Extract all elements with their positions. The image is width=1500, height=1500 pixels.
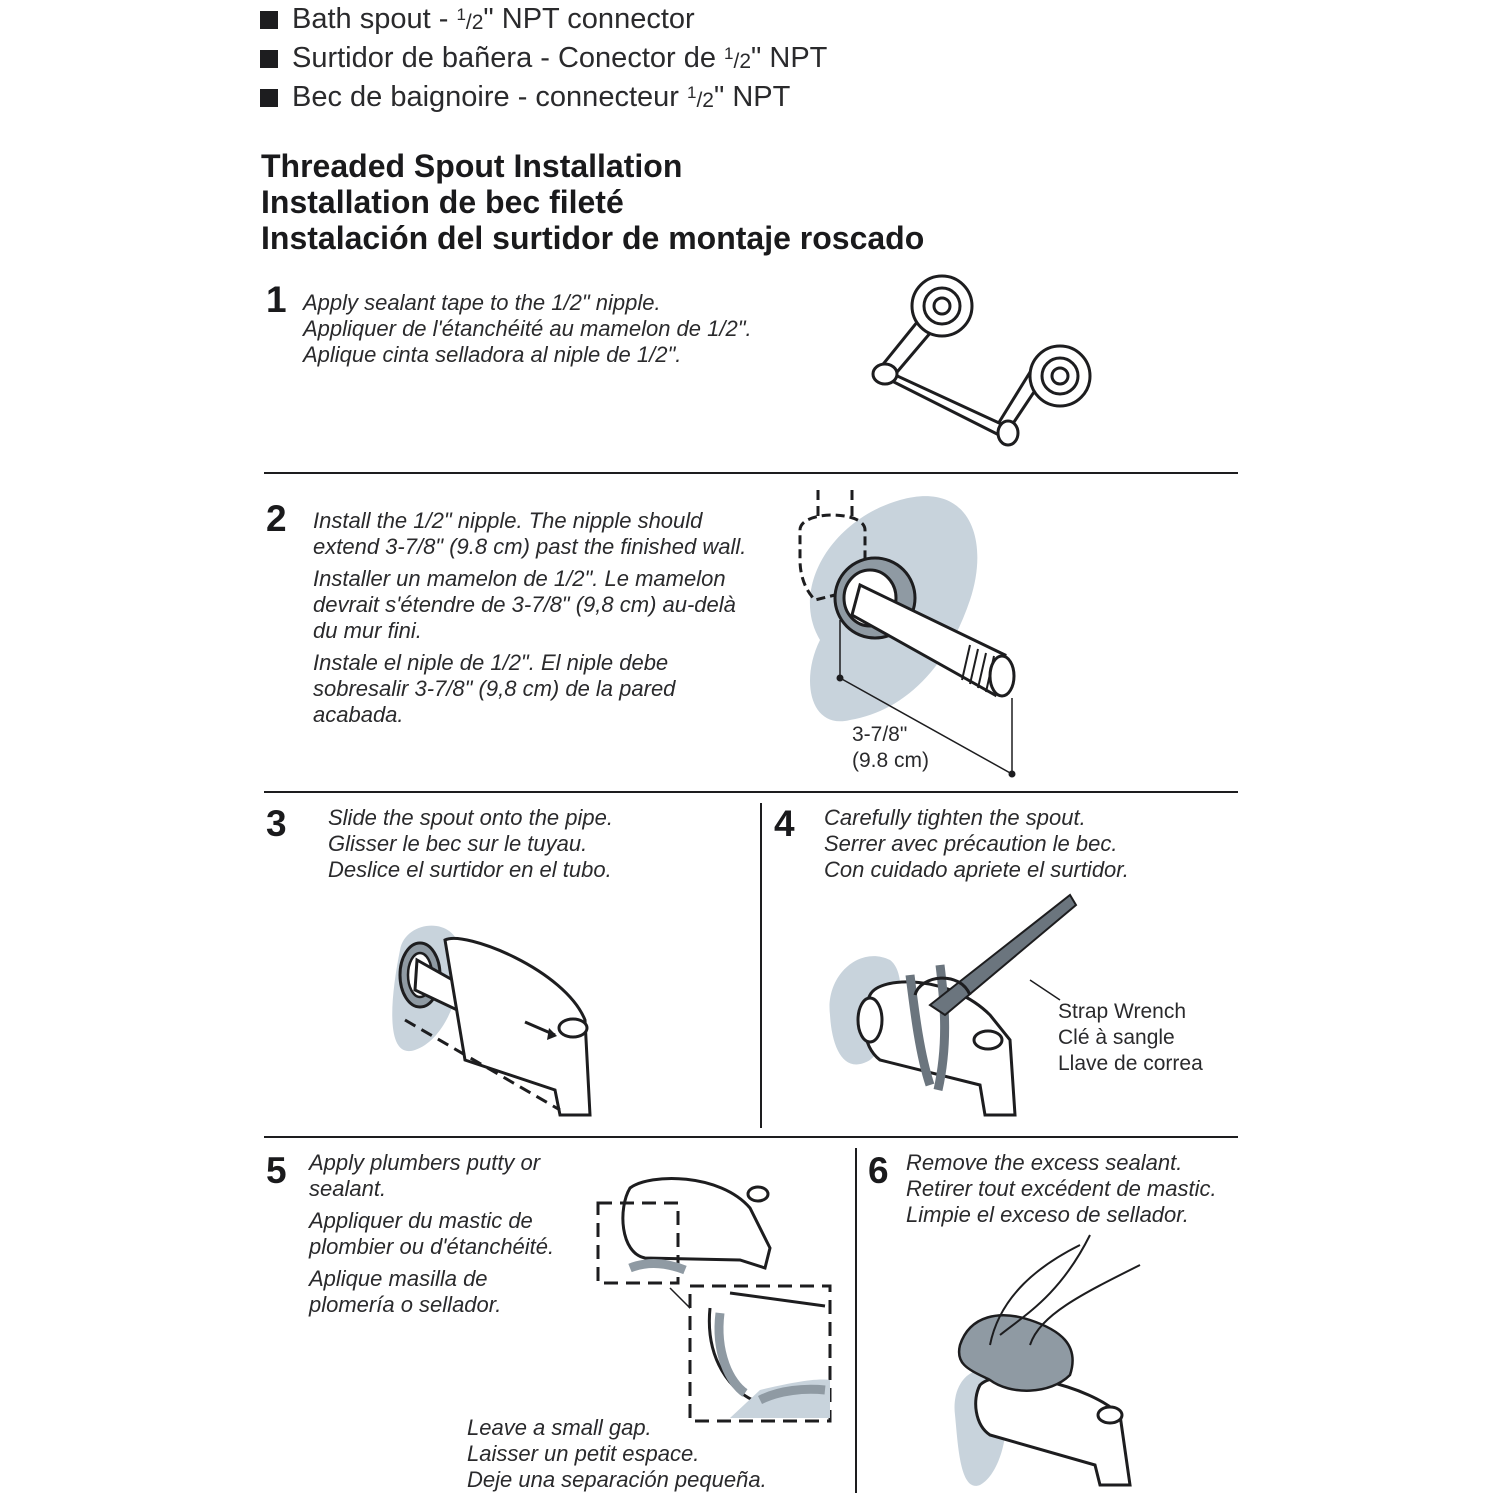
step-5-es [309, 1266, 554, 1318]
step-1-en: Apply sealant tape to the 1/2" nipple. [303, 290, 661, 315]
text-line: du mur fini. [313, 618, 422, 643]
step-3-es: Deslice el surtidor en el tubo. [328, 857, 612, 882]
step-5-text [309, 1150, 554, 1324]
step-1-sealant-tape-illustration [860, 278, 1100, 458]
bullet-square-icon [260, 50, 278, 68]
step-1-es: Aplique cinta selladora al niple de 1/2". [303, 342, 682, 367]
step-2-es [313, 650, 746, 728]
step-2-en [313, 508, 746, 560]
step-3-text [328, 805, 613, 883]
step-6-fr: Retirer tout excédent de mastic. [906, 1176, 1217, 1201]
title-en: Threaded Spout Installation [261, 148, 683, 184]
bullet-text: Surtidor de bañera - Conector de [292, 42, 716, 74]
text-line: Instale el niple de 1/2". El niple debe [313, 650, 669, 675]
gap-fr: Laisser un petit espace. [467, 1441, 700, 1466]
step-4-en: Carefully tighten the spout. [824, 805, 1086, 830]
text-line: Installer un mamelon de 1/2". Le mamelon [313, 566, 726, 591]
step-1-fr: Appliquer de l'étanchéité au mamelon de 1/2". [303, 316, 752, 341]
bullet-item [260, 0, 827, 39]
tool-es: Llave de correa [1058, 1052, 1203, 1075]
step-5-en [309, 1150, 554, 1202]
step-5-apply-putty-illustration [590, 1168, 840, 1428]
step-6-text [906, 1150, 1217, 1228]
section-title [261, 148, 924, 256]
step-6-es: Limpie el exceso de sellador. [906, 1202, 1189, 1227]
strap-wrench-label [1058, 999, 1203, 1077]
bullet-text: Bath spout - [292, 3, 449, 35]
bullet-square-icon [260, 89, 278, 107]
divider-vertical [855, 1148, 857, 1493]
title-fr: Installation de bec fileté [261, 184, 624, 220]
step-2-text [313, 508, 746, 734]
divider-vertical [760, 803, 762, 1128]
bullet-square-icon [260, 11, 278, 29]
step-3-en: Slide the spout onto the pipe. [328, 805, 613, 830]
tool-fr: Clé à sangle [1058, 1026, 1175, 1049]
step-2-fr [313, 566, 746, 644]
text-line: devrait s'étendre de 3-7/8" (9,8 cm) au-delà [313, 592, 736, 617]
title-es: Instalación del surtidor de montaje roscado [261, 220, 925, 256]
dimension-inches: 3-7/8" [852, 723, 908, 746]
step-1-text [303, 290, 752, 368]
text-line: Apply plumbers putty or [309, 1150, 541, 1175]
text-line: acabada. [313, 702, 404, 727]
bullet-text-after: " NPT [751, 42, 828, 74]
step-5-number: 5 [266, 1150, 287, 1191]
bullet-item [260, 39, 827, 78]
bullet-item [260, 78, 827, 117]
step-3-slide-spout-illustration [385, 910, 615, 1130]
text-line: Aplique masilla de [309, 1266, 488, 1291]
step-3-fr: Glisser le bec sur le tuyau. [328, 831, 588, 856]
divider-line [264, 472, 1238, 474]
connector-bullet-list [260, 0, 827, 117]
text-line: sobresalir 3-7/8" (9,8 cm) de la pared [313, 676, 676, 701]
text-line: Appliquer du mastic de [309, 1208, 533, 1233]
step-6-remove-sealant-illustration [940, 1235, 1160, 1495]
step-4-text [824, 805, 1129, 883]
gap-es: Deje una separación pequeña. [467, 1467, 767, 1492]
gap-en: Leave a small gap. [467, 1415, 652, 1440]
leave-gap-note [467, 1415, 767, 1493]
tool-en: Strap Wrench [1058, 1000, 1186, 1023]
text-line: sealant. [309, 1176, 387, 1201]
fraction: $^1$/2 [686, 82, 714, 112]
step-1-number: 1 [266, 279, 287, 320]
dimension-cm: (9.8 cm) [852, 749, 930, 772]
step-5-fr [309, 1208, 554, 1260]
step-4-es: Con cuidado apriete el surtidor. [824, 857, 1129, 882]
text-line: Install the 1/2" nipple. The nipple should [313, 508, 703, 533]
divider-line [264, 791, 1238, 793]
text-line: extend 3-7/8" (9.8 cm) past the finished wall. [313, 534, 747, 559]
fraction: $^1$/2 [724, 43, 752, 73]
step-2-number: 2 [266, 498, 287, 539]
fraction: $^1$/2 [456, 4, 484, 34]
step-4-strap-wrench-illustration [820, 885, 1080, 1125]
dimension-label [852, 722, 929, 774]
bullet-text: Bec de baignoire - connecteur [292, 81, 679, 113]
bullet-text-after: " NPT [713, 81, 791, 113]
step-4-fr: Serrer avec précaution le bec. [824, 831, 1118, 856]
bullet-text-after: " NPT connector [483, 3, 695, 35]
text-line: plomería o sellador. [309, 1292, 502, 1317]
divider-line [264, 1136, 1238, 1138]
text-line: plombier ou d'étanchéité. [309, 1234, 555, 1259]
step-4-number: 4 [774, 803, 795, 844]
step-6-en: Remove the excess sealant. [906, 1150, 1183, 1175]
step-3-number: 3 [266, 803, 287, 844]
step-6-number: 6 [868, 1150, 889, 1191]
